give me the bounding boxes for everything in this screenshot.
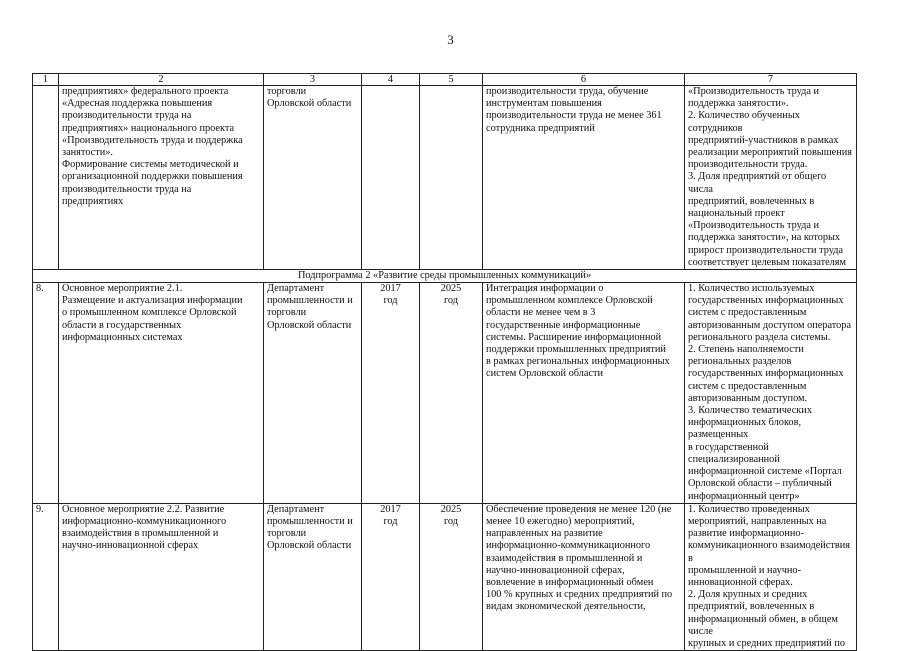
executor: Департамент промышленности и торговли Орловской области [264, 283, 362, 504]
indicators: «Производительность труда и поддержка занятости». 2. Количество обученных сотрудников предприятий-участников в рамках реализации мероприятий повышения производительности труда. 3. Доля предприятий от общего числа предприятий, вовлеченных в национальный проект «Производительность труда и поддержка занятости», на которых прирост производительности труда соответствует целевым показателям [685, 86, 857, 270]
table-row [33, 283, 857, 504]
end-year: 2025 год [420, 503, 483, 650]
indicators: 1. Количество используемых государственных информационных систем с предоставленным авторизованным доступом оператора регионального раздела системы. 2. Степень наполняемости региональных разделов государственных информационных систем с предоставленным авторизованным доступом. 3. Количество тематических информационных блоков, размещенных в государственной специализированной информационной системе «Портал Орловской области – публичный информационный центр» [685, 283, 857, 504]
expected-result: производительности труда, обучение инструментам повышения производительности труда не менее 361 сотрудника предприятий [483, 86, 685, 270]
measure-description: предприятиях» федерального проекта «Адресная поддержка повышения производительности труда на предприятиях» национального проекта «Производительность труда и поддержка занятости». Формирование системы методической и организационной поддержки повышения производительности труда на предприятиях [59, 86, 264, 270]
row-number: 9. [33, 503, 59, 650]
expected-result: Обеспечение проведения не менее 120 (не менее 10 ежегодно) мероприятий, направленных на развитие информационно-коммуникационного взаимодействия в промышленной и научно-инновационной сферах, вовлечение в информационный обмен 100 % крупных и средних предприятий по видам экономической деятельности, [483, 503, 685, 650]
row-number: 8. [33, 283, 59, 504]
indicators: 1. Количество проведенных мероприятий, направленных на развитие информационно- коммуникационного взаимодействия в промышленной и научно- инновационной сферах. 2. Доля крупных и средних предприятий, вовлеченных в информационный обмен, в общем числе крупных и средних предприятий по [685, 503, 857, 650]
table-cell [362, 86, 420, 270]
subprogram-row [33, 270, 857, 283]
page-number: 3 [447, 32, 454, 47]
table-cell [420, 86, 483, 270]
end-year: 2025 год [420, 283, 483, 504]
expected-result: Интеграция информации о промышленном комплексе Орловской области не менее чем в 3 государственные информационные системы. Расширение информационной поддержки промышленных предприятий в рамках региональных информационных систем Орловской области [483, 283, 685, 504]
header-cell: 2 [59, 74, 264, 86]
start-year: 2017 год [362, 283, 420, 504]
table-cell [33, 86, 59, 270]
header-cell: 4 [362, 74, 420, 86]
start-year: 2017 год [362, 503, 420, 650]
continuation-row [33, 86, 857, 270]
table-row [33, 503, 857, 650]
measures-table [32, 73, 857, 651]
header-cell: 1 [33, 74, 59, 86]
column-number-row [33, 74, 857, 86]
measure-description: Основное мероприятие 2.1. Размещение и актуализация информации о промышленном комплексе Орловской области в государственных информационных системах [59, 283, 264, 504]
header-cell: 3 [264, 74, 362, 86]
executor: торговли Орловской области [264, 86, 362, 270]
measure-description: Основное мероприятие 2.2. Развитие информационно-коммуникационного взаимодействия в промышленной и научно-инновационной сферах [59, 503, 264, 650]
header-cell: 7 [685, 74, 857, 86]
header-cell: 5 [420, 74, 483, 86]
header-cell: 6 [483, 74, 685, 86]
executor: Департамент промышленности и торговли Орловской области [264, 503, 362, 650]
subprogram-title: Подпрограмма 2 «Развитие среды промышленных коммуникаций» [33, 270, 857, 283]
